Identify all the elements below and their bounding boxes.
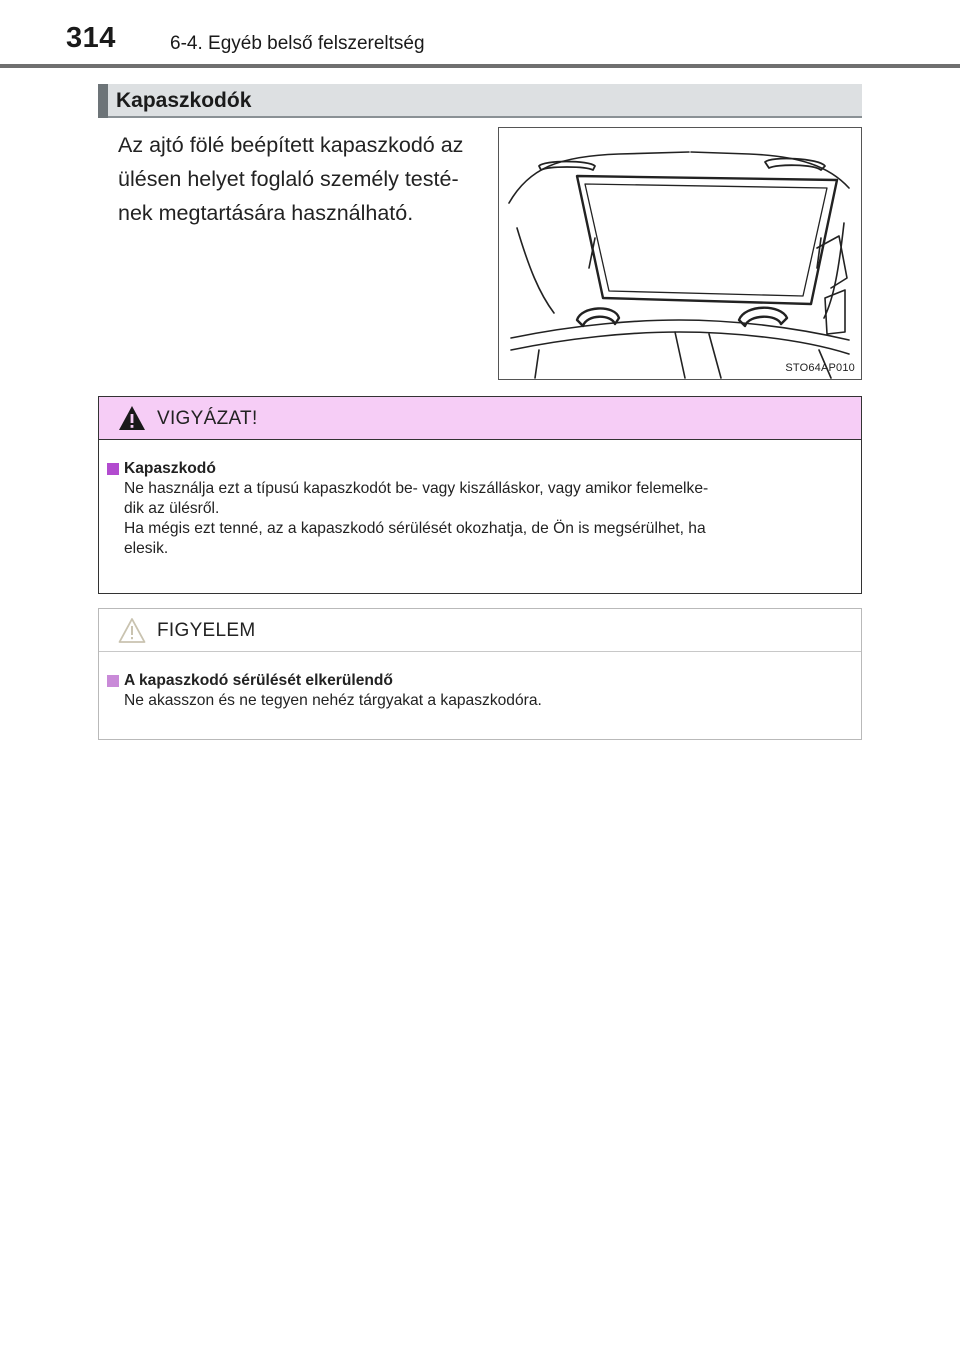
chapter-title: 6-4. Egyéb belső felszereltség: [170, 33, 425, 54]
notice-header: [99, 609, 861, 652]
bullet-square-icon: [107, 675, 119, 687]
notice-title: FIGYELEM: [157, 620, 256, 641]
warning-header: [99, 397, 861, 440]
page-header: [0, 0, 960, 68]
notice-box: [98, 608, 862, 740]
intro-line: nek megtartására használható.: [118, 201, 414, 225]
header-rule: [0, 64, 960, 68]
warning-line: dik az ülésről.: [124, 500, 220, 517]
warning-item-body: [124, 479, 847, 559]
warning-title: VIGYÁZAT!: [157, 408, 258, 429]
car-ceiling-drawing: [499, 128, 861, 379]
warning-box: [98, 396, 862, 594]
warning-triangle-icon: [117, 404, 147, 432]
notice-line: Ne akasszon és ne tegyen nehéz tárgyakat a kapaszkodóra.: [124, 692, 542, 709]
intro-paragraph: [118, 128, 488, 230]
warning-line: elesik.: [124, 540, 169, 557]
notice-item-title: A kapaszkodó sérülését elkerülendő: [124, 672, 393, 689]
section-title: Kapaszkodók: [116, 89, 252, 112]
section-heading-bar: [98, 84, 108, 118]
section-heading: [98, 84, 862, 118]
caution-triangle-icon: [117, 616, 147, 644]
assist-grip-illustration: [498, 127, 862, 380]
intro-line: ülésen helyet foglaló személy testé-: [118, 167, 459, 191]
warning-line: Ne használja ezt a típusú kapaszkodót be- vagy kiszálláskor, vagy amikor felemelke-: [124, 480, 709, 497]
warning-item-title: Kapaszkodó: [124, 460, 216, 477]
notice-item-body: [124, 691, 847, 711]
warning-line: Ha mégis ezt tenné, az a kapaszkodó sérülését okozhatja, de Ön is megsérülhet, ha: [124, 520, 706, 537]
bullet-square-icon: [107, 463, 119, 475]
figure-code: STO64AP010: [785, 362, 855, 374]
intro-line: Az ajtó fölé beépített kapaszkodó az: [118, 133, 464, 157]
page-number: 314: [66, 22, 116, 54]
